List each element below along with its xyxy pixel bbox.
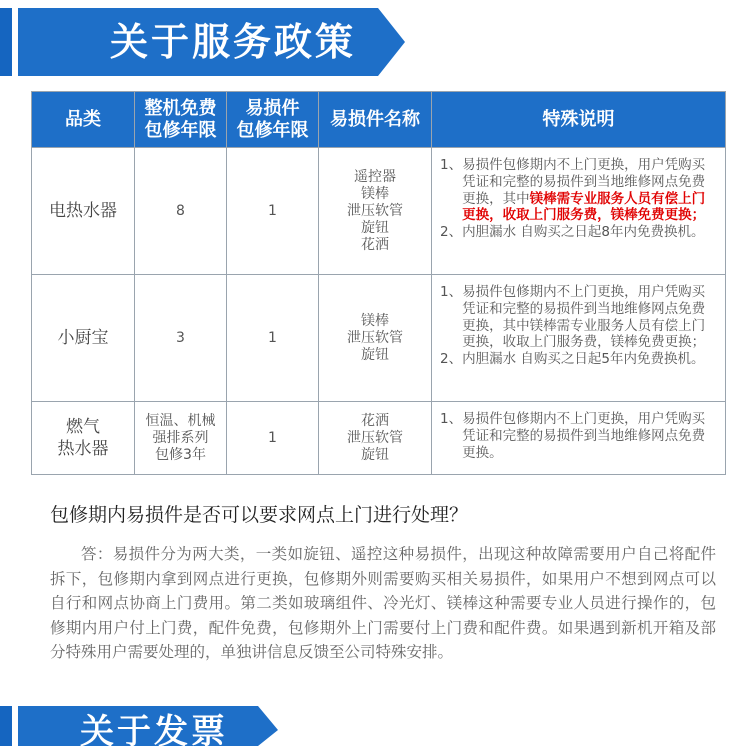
cell-parts-years: 1 bbox=[227, 402, 319, 475]
section-banner-service-policy bbox=[0, 8, 405, 76]
header-category: 品类 bbox=[32, 92, 135, 148]
table-row bbox=[32, 148, 726, 275]
cell-category: 燃气 热水器 bbox=[32, 402, 135, 475]
header-machine-warranty: 整机免费 包修年限 bbox=[135, 92, 227, 148]
cell-parts-list: 遥控器 镁棒 泄压软管 旋钮 花洒 bbox=[319, 148, 432, 275]
cell-special-note: 1、 易损件包修期内不上门更换，用户凭购买凭证和完整的易损件到当地维修网点免费更换，其中镁棒需专业服务人员有偿上门更换，收取上门服务费，镁棒免费更换； 2、 内胆漏水 自购买之日起8年内免费换机。 bbox=[432, 148, 726, 275]
section-title: 关于发票 bbox=[80, 712, 228, 752]
faq-question: 包修期内易损件是否可以要求网点上门进行处理？ bbox=[50, 504, 469, 526]
cell-machine-years: 恒温、机械 强排系列 包修3年 bbox=[135, 402, 227, 475]
table-row bbox=[32, 402, 726, 475]
table-row bbox=[32, 275, 726, 402]
cell-special-note: 1、 易损件包修期内不上门更换，用户凭购买凭证和完整的易损件到当地维修网点免费更换，其中镁棒需专业服务人员有偿上门更换，收取上门服务费，镁棒免费更换； 2、 内胆漏水 自购买之日起5年内免费换机。 bbox=[432, 275, 726, 402]
cell-category: 小厨宝 bbox=[32, 275, 135, 402]
cell-parts-years: 1 bbox=[227, 148, 319, 275]
table-header-row bbox=[32, 92, 726, 148]
section-title: 关于服务政策 bbox=[110, 20, 357, 64]
section-banner-invoice bbox=[0, 706, 300, 752]
cell-machine-years: 3 bbox=[135, 275, 227, 402]
cell-special-note: 1、 易损件包修期内不上门更换，用户凭购买凭证和完整的易损件到当地维修网点免费更换。 bbox=[432, 402, 726, 475]
cell-parts-list: 花洒 泄压软管 旋钮 bbox=[319, 402, 432, 475]
cell-parts-list: 镁棒 泄压软管 旋钮 bbox=[319, 275, 432, 402]
cell-category: 电热水器 bbox=[32, 148, 135, 275]
cell-parts-years: 1 bbox=[227, 275, 319, 402]
banner-edge bbox=[0, 706, 12, 746]
banner-edge bbox=[0, 8, 12, 76]
header-parts-name: 易损件名称 bbox=[319, 92, 432, 148]
header-special-notes: 特殊说明 bbox=[432, 92, 726, 148]
highlight-text: 镁棒需专业服务人员有偿上门更换，收取上门服务费，镁棒免费更换； bbox=[462, 190, 706, 224]
faq-answer: 答：易损件分为两大类，一类如旋钮、遥控这种易损件，出现这种故障需要用户自己将配件拆下，包修期内拿到网点进行更换，包修期外则需要购买相关易损件，如果用户不想到网点可以自行和网点协商上门费用。第二类如玻璃组件、冷光灯、镁棒这种需要专业人员进行操作的，包修期内用户付上门费，配件免费，包修期外上门需要付上门费和配件费。如果遇到新机开箱及部分特殊用户需要处理的，单独讲信息反馈至公司特殊安排。 bbox=[50, 545, 716, 662]
header-parts-warranty: 易损件 包修年限 bbox=[227, 92, 319, 148]
service-policy-table bbox=[31, 91, 726, 475]
cell-machine-years: 8 bbox=[135, 148, 227, 275]
